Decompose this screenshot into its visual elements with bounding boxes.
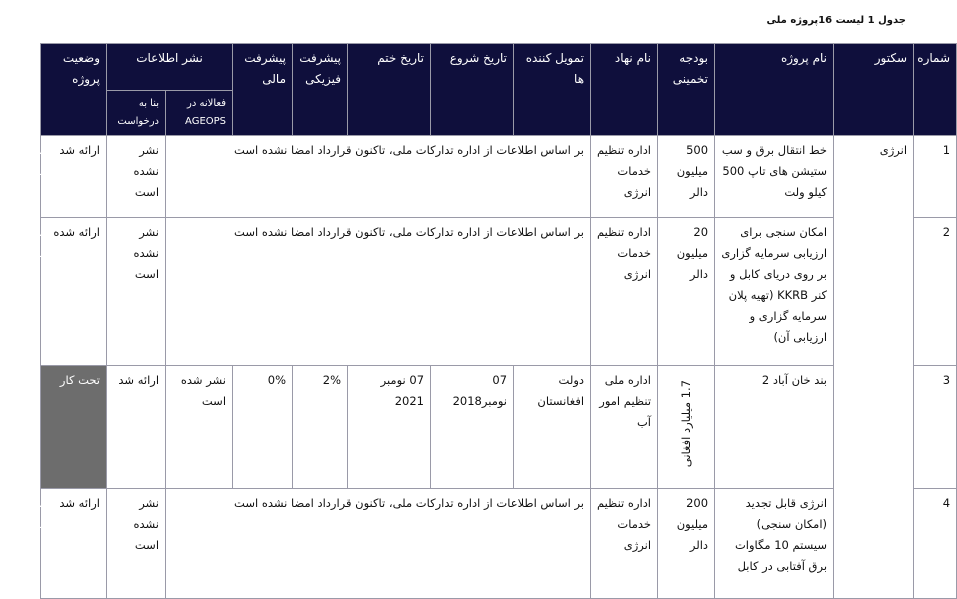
table-row: 4 انرژی قابل تجدید (امکان سنجی) سیستم 10 مگاوات برق آفتابی در کابل 200 میلیون دالر اداره تنظیم خدمات انرژی بر اساس اطلاعات از اداره تدارکات ملی، تاکنون قرارداد امضا نشده است نشر نشده است ارائه شد شروع نشده — [41, 489, 957, 599]
header-sector: سکتور — [834, 44, 914, 136]
header-financial-progress: پیشرفت مالی — [233, 44, 293, 136]
header-budget: بودجه تخمینی — [658, 44, 715, 136]
cell-on-request: ارائه شد — [41, 489, 107, 599]
header-physical-progress: پیشرفت فیزیکی — [293, 44, 348, 136]
cell-contract-note: بر اساس اطلاعات از اداره تدارکات ملی، تاکنون قرارداد امضا نشده است — [166, 218, 591, 366]
cell-on-request: ارائه شده — [41, 218, 107, 366]
header-agency: نام نهاد — [591, 44, 658, 136]
header-publish-info: نشر اطلاعات — [107, 44, 233, 91]
cell-on-request: ارائه شد — [107, 366, 166, 489]
header-financier: تمویل کننده ها — [514, 44, 591, 136]
table-caption: جدول 1 لیست 16پروژه ملی — [766, 15, 906, 26]
cell-number: 2 — [914, 218, 957, 366]
projects-table — [18, 43, 957, 599]
cell-agency: اداره تنظیم خدمات انرژی — [591, 218, 658, 366]
cell-project-name: خط انتقال برق و سب ستیشن های تاپ 500 کیلو ولت — [715, 136, 834, 218]
cell-end-date: 07 نومبر 2021 — [348, 366, 431, 489]
header-project-name: نام پروژه — [715, 44, 834, 136]
cell-financial-progress: 0% — [233, 366, 293, 489]
cell-contract-note: بر اساس اطلاعات از اداره تدارکات ملی، تاکنون قرارداد امضا نشده است — [166, 489, 591, 599]
cell-proactive: نشر نشده است — [107, 136, 166, 218]
cell-budget — [658, 366, 715, 489]
cell-number: 1 — [914, 136, 957, 218]
cell-number: 4 — [914, 489, 957, 599]
cell-contract-note: بر اساس اطلاعات از اداره تدارکات ملی، تاکنون قرارداد امضا نشده است — [166, 136, 591, 218]
cell-start-date: 07 نومبر2018 — [431, 366, 514, 489]
cell-budget: 20 میلیون دالر — [658, 218, 715, 366]
cell-project-name: انرژی قابل تجدید (امکان سنجی) سیستم 10 مگاوات برق آفتابی در کابل — [715, 489, 834, 599]
header-end-date: تاریخ ختم — [348, 44, 431, 136]
table-row: 2 امکان سنجی برای ارزیابی سرمایه گزاری بر روی دریای کابل و کنر KKRB (تهیه پلان سرمایه گزاری و ارزیابی آن) 20 میلیون دالر اداره تنظیم خدمات انرژی بر اساس اطلاعات از اداره تدارکات ملی، تاکنون قرارداد امضا نشده است نشر نشده است ارائه شده شروع نشده — [41, 218, 957, 366]
cell-proactive: نشر شده است — [166, 366, 233, 489]
cell-proactive: نشر نشده است — [107, 218, 166, 366]
header-status: وضعیت پروژه — [41, 44, 107, 136]
cell-project-name: بند خان آباد 2 — [715, 366, 834, 489]
cell-budget: 200 میلیون دالر — [658, 489, 715, 599]
cell-sector: انرژی — [834, 136, 914, 599]
table-row: 1 انرژی خط انتقال برق و سب ستیشن های تاپ 500 کیلو ولت 500 میلیون دالر اداره تنظیم خدمات انرژی بر اساس اطلاعات از اداره تدارکات ملی، تاکنون قرارداد امضا نشده است نشر نشده است ارائه شد شروع نشده — [41, 136, 957, 218]
cell-budget: 500 میلیون دالر — [658, 136, 715, 218]
status-badge: تحت کار — [41, 366, 107, 489]
cell-agency: اداره تنظیم خدمات انرژی — [591, 136, 658, 218]
header-on-request: بنا به درخواست — [107, 91, 166, 136]
header-proactive: فعالانه در AGEOPS — [166, 91, 233, 136]
cell-physical-progress: 2% — [293, 366, 348, 489]
cell-agency: اداره ملی تنظیم امور آب — [591, 366, 658, 489]
cell-financier: دولت افغانستان — [514, 366, 591, 489]
cell-agency: اداره تنظیم خدمات انرژی — [591, 489, 658, 599]
budget-vertical-text: 1.7 میلیارد افغانی — [678, 379, 693, 468]
cell-number: 3 — [914, 366, 957, 489]
header-start-date: تاریخ شروع — [431, 44, 514, 136]
cell-project-name: امکان سنجی برای ارزیابی سرمایه گزاری بر روی دریای کابل و کنر KKRB (تهیه پلان سرمایه گزاری و ارزیابی آن) — [715, 218, 834, 366]
header-number: شماره — [914, 44, 957, 136]
table-row — [41, 366, 957, 489]
cell-on-request: ارائه شد — [41, 136, 107, 218]
cell-proactive: نشر نشده است — [107, 489, 166, 599]
